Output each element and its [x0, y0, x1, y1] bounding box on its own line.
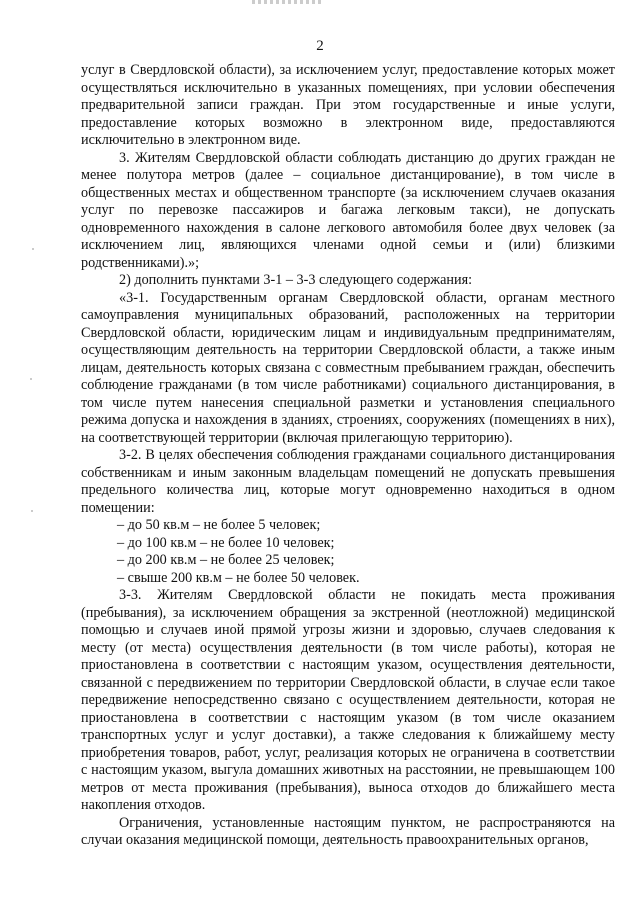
scan-artifact	[32, 248, 34, 250]
list-item: – свыше 200 кв.м – не более 50 человек.	[117, 569, 360, 586]
document-body	[81, 62, 615, 850]
list-item: – до 100 кв.м – не более 10 человек;	[117, 534, 335, 551]
paragraph: «3-1. Государственным органам Свердловской области, органам местного самоуправления муниципальных образований, расположенных на территории Свердловской области, юридическим лицам и индивидуальным предпринимателям, осуществляющим деятельность на территории Свердловской области, а также иным лицам, деятельность которых связана с совместным пребыванием граждан, обеспечить соблюдение гражданами (в том числе работниками) социального дистанцирования, в том числе путем нанесения специальной разметки и установления специального режима допуска и нахождения в зданиях, строениях, сооружениях (помещениях в них), на соответствующей территории (включая прилегающую территорию).	[81, 289, 615, 446]
list-item: – до 50 кв.м – не более 5 человек;	[117, 517, 321, 533]
scan-artifact	[30, 378, 32, 380]
scan-artifact	[252, 0, 322, 4]
paragraph: 3. Жителям Свердловской области соблюдать дистанцию до других граждан не менее полутора метров (далее – социальное дистанцирование), в том числе в общественных местах и общественном транспорте (за исключением случаев оказания услуг по перевозке пассажиров и багажа легковым такси), не допускать одновременного нахождения в салоне легкового автомобиля более двух человек (за исключением лиц, являющихся членами одной семьи и (или) близкими родственниками).»;	[81, 149, 615, 271]
page-number: 2	[316, 38, 324, 54]
paragraph: услуг в Свердловской области), за исключением услуг, предоставление которых может осуществляться исключительно в указанных помещениях, при условии обеспечения предварительной записи граждан. При этом государственные и иные услуги, предоставление которых возможно в электронном виде, предоставляются исключительно в электронном виде.	[81, 62, 615, 148]
scan-artifact	[31, 510, 33, 512]
paragraph: 3-2. В целях обеспечения соблюдения гражданами социального дистанцирования собственникам и иным законным владельцам помещений не допускать превышения предельного количества лиц, которые могут одновременно находиться в одном помещении:	[81, 447, 615, 516]
paragraph: 2) дополнить пунктами 3-1 – 3-3 следующего содержания:	[119, 272, 473, 288]
paragraph: 3-3. Жителям Свердловской области не покидать места проживания (пребывания), за исключением обращения за экстренной (неотложной) медицинской помощью и случаев иной прямой угрозы жизни и здоровью, случаев следования к месту (от места) осуществления деятельности (в том числе работы), которая не приостановлена в соответствии с настоящим указом, осуществления деятельности, связанной с передвижением по территории Свердловской области, в случае если такое передвижение непосредственно связано с осуществлением деятельности, которая не приостановлена в соответствии с настоящим указом (в том числе оказанием транспортных услуг и услуг доставки), а также следования к ближайшему месту приобретения товаров, работ, услуг, реализация которых не ограничена в соответствии с настоящим указом, выгула домашних животных на расстоянии, не превышающем 100 метров от места проживания (пребывания), выноса отходов до ближайшего места накопления отходов.	[81, 587, 615, 813]
list-item: – до 200 кв.м – не более 25 человек;	[117, 552, 335, 568]
paragraph: Ограничения, установленные настоящим пунктом, не распространяются на случаи оказания медицинской помощи, деятельность правоохранительных органов,	[81, 814, 615, 848]
